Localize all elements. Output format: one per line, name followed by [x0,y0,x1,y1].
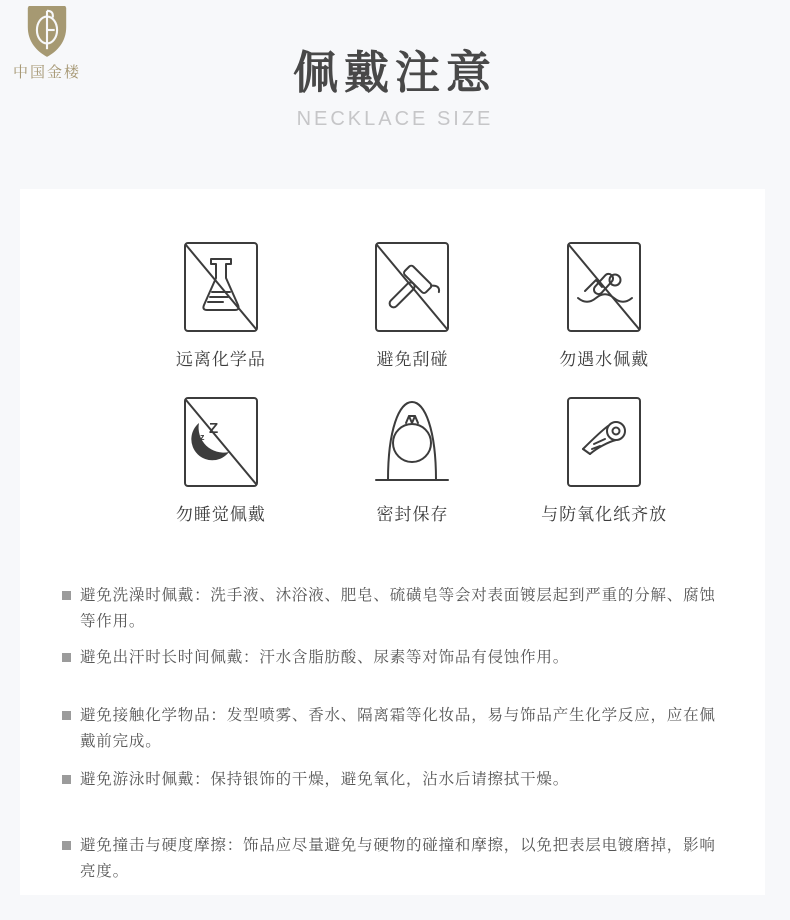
no-water-icon [566,241,642,333]
care-note-text: 避免接触化学物品：发型喷雾、香水、隔离霜等化妆品，易与饰品产生化学反应，应在佩戴前完成。 [80,707,716,750]
bullet-square-icon [62,711,71,720]
content-panel [20,189,765,895]
care-item-no-sleep [125,396,317,525]
care-note-text: 避免撞击与硬度摩擦：饰品应尽量避免与硬物的碰撞和摩擦，以免把表层电镀磨掉，影响亮度。 [80,837,716,880]
no-sleep-icon [183,396,259,488]
care-item-no-chemicals [125,241,317,370]
care-note [54,767,730,793]
no-chemicals-icon [183,241,259,333]
care-item-label: 勿遇水佩戴 [559,350,650,369]
care-item-label: 勿睡觉佩戴 [175,505,266,524]
page-title: 佩戴注意 [292,47,497,98]
anti-oxidation-paper-icon [566,396,642,488]
care-item-label: 密封保存 [376,505,449,524]
bullet-square-icon [62,653,71,662]
care-item-no-scratch [317,241,509,370]
care-note [54,703,730,755]
sealed-storage-icon [374,396,450,488]
care-notes-list [54,583,730,885]
section-heading [0,46,790,131]
care-note-text: 避免出汗时长时间佩戴：汗水含脂肪酸、尿素等对饰品有侵蚀作用。 [80,649,570,666]
care-item-label: 避免刮碰 [376,350,449,369]
care-item-sealed-storage [317,396,509,525]
bullet-square-icon [62,775,71,784]
care-item-no-water [508,241,700,370]
brand-name: 中国金楼 [12,64,81,81]
care-note [54,833,730,885]
care-icon-grid [125,241,700,525]
no-scratch-icon [374,241,450,333]
sleep-z-small-glyph: z [199,432,205,442]
care-note-text: 避免洗澡时佩戴：洗手液、沐浴液、肥皂、硫磺皂等会对表面镀层起到严重的分解、腐蚀等作用。 [80,587,716,630]
bullet-square-icon [62,841,71,850]
care-item-label: 远离化学品 [175,350,266,369]
sleep-z-glyph: Z [208,420,218,437]
care-item-label: 与防氧化纸齐放 [541,505,668,524]
care-note [54,645,730,671]
bullet-square-icon [62,591,71,600]
care-note-text: 避免游泳时佩戴：保持银饰的干燥，避免氧化，沾水后请擦拭干燥。 [80,771,570,788]
care-note [54,583,730,635]
care-item-anti-oxidation-paper [508,396,700,525]
page-subtitle: NECKLACE SIZE [296,108,494,130]
